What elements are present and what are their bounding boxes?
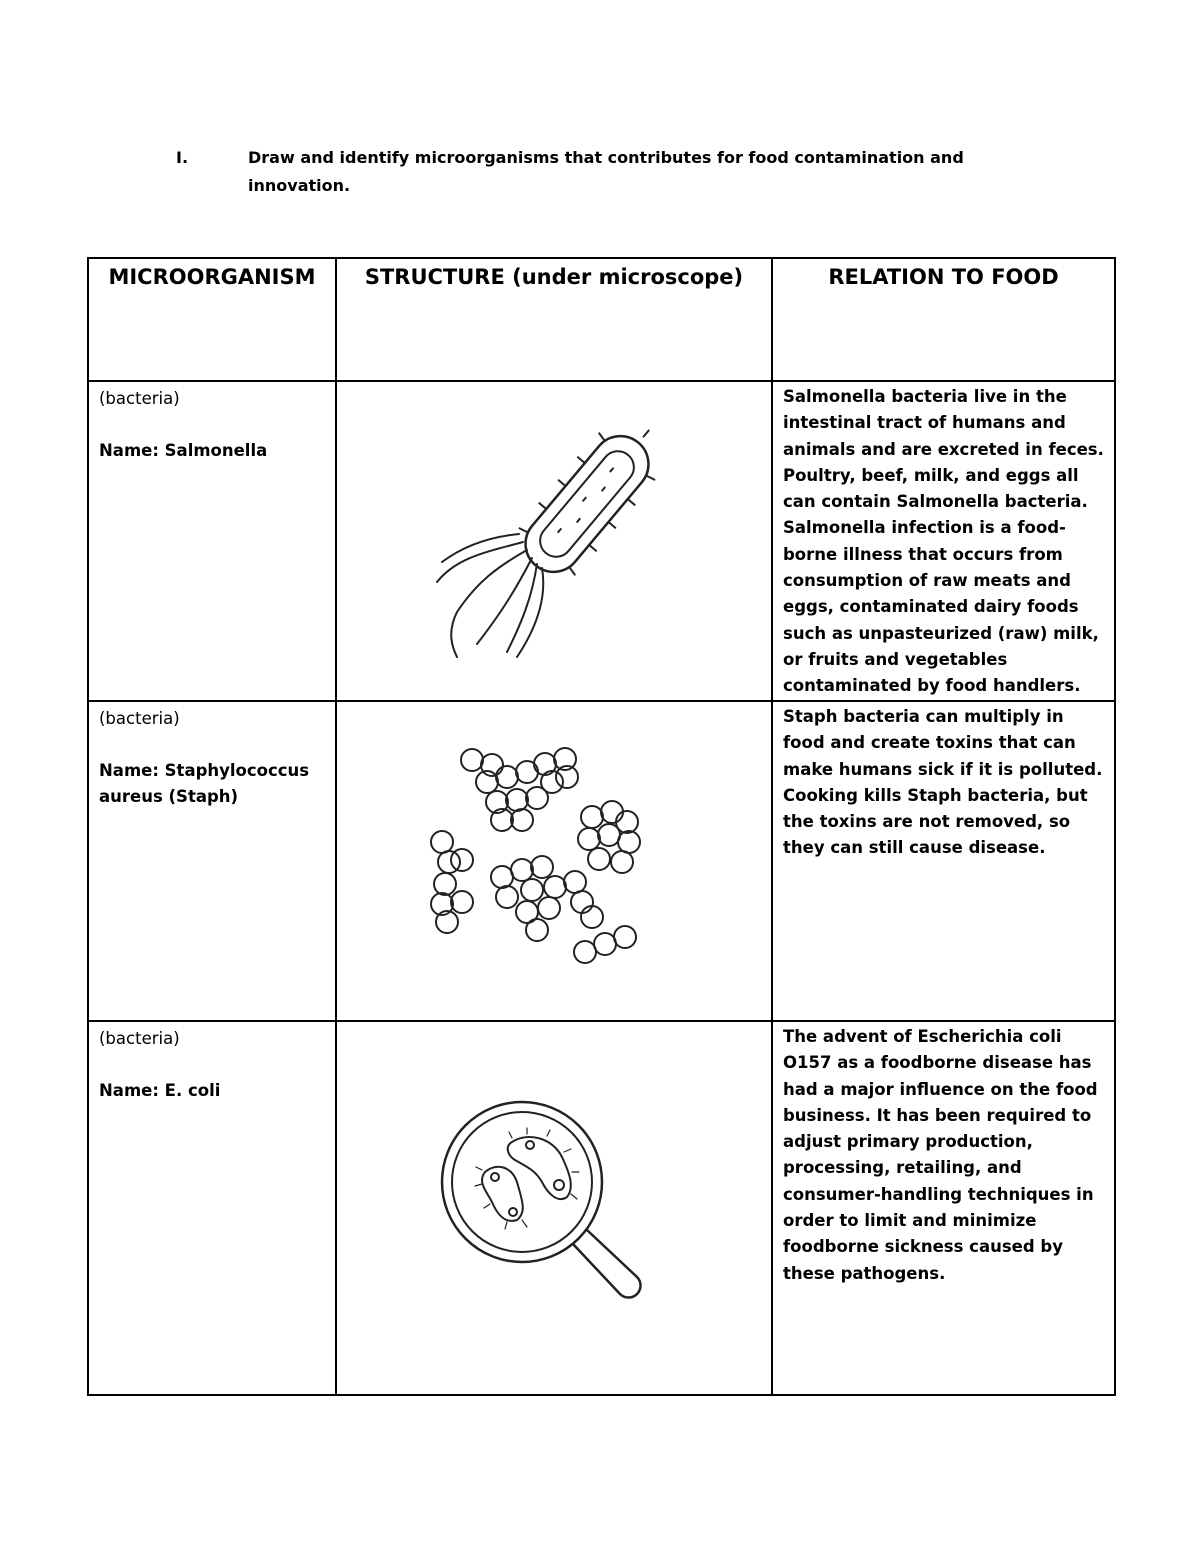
organism-name: Name: Staphylococcus aureus (Staph) [99, 761, 310, 806]
relation-cell: Salmonella bacteria live in the intestinal tract of humans and animals and are excreted in feces. Poultry, beef, milk, and eggs all can contain Salmonella bacteria. Salmonella infection is a food-borne illness that occurs from consumption of raw meats and eggs, contaminated dairy foods such as unpasteurized (raw) milk, or fruits and vegetables contaminated by food handlers. [772, 381, 1115, 701]
table-row [88, 381, 1115, 701]
relation-cell: The advent of Escherichia coli O157 as a foodborne disease has had a major influence on the food business. It has been required to adjust primary production, processing, retailing, and consumer-handling techniques in order to limit and minimize foodborne sickness caused by these pathogens. [772, 1021, 1115, 1395]
organism-name: Name: E. coli [99, 1081, 221, 1100]
salmonella-illustration [337, 382, 771, 696]
header-structure: STRUCTURE (under microscope) [336, 258, 772, 381]
microorganism-cell [88, 1021, 336, 1395]
structure-cell [336, 381, 772, 701]
header-relation: RELATION TO FOOD [772, 258, 1115, 381]
structure-cell [336, 1021, 772, 1395]
question-text: Draw and identify microorganisms that contributes for food contamination and innovation. [248, 148, 964, 195]
organism-type: (bacteria) [99, 709, 180, 728]
ecoli-illustration [337, 1022, 771, 1390]
question-number: I. [176, 148, 189, 167]
header-microorganism: MICROORGANISM [88, 258, 336, 381]
table-row [88, 701, 1115, 1021]
microorganism-cell [88, 381, 336, 701]
organism-type: (bacteria) [99, 1029, 180, 1048]
organism-name: Name: Salmonella [99, 441, 268, 460]
relation-cell: Staph bacteria can multiply in food and create toxins that can make humans sick if it is polluted. Cooking kills Staph bacteria, but the toxins are not removed, so they can still cause disease. [772, 701, 1115, 1021]
microorganism-cell [88, 701, 336, 1021]
microorganism-table [87, 257, 1116, 1396]
structure-cell [336, 701, 772, 1021]
table-header-row [88, 258, 1115, 381]
table-row [88, 1021, 1115, 1395]
organism-type: (bacteria) [99, 389, 180, 408]
staphylococcus-illustration [337, 702, 771, 1016]
